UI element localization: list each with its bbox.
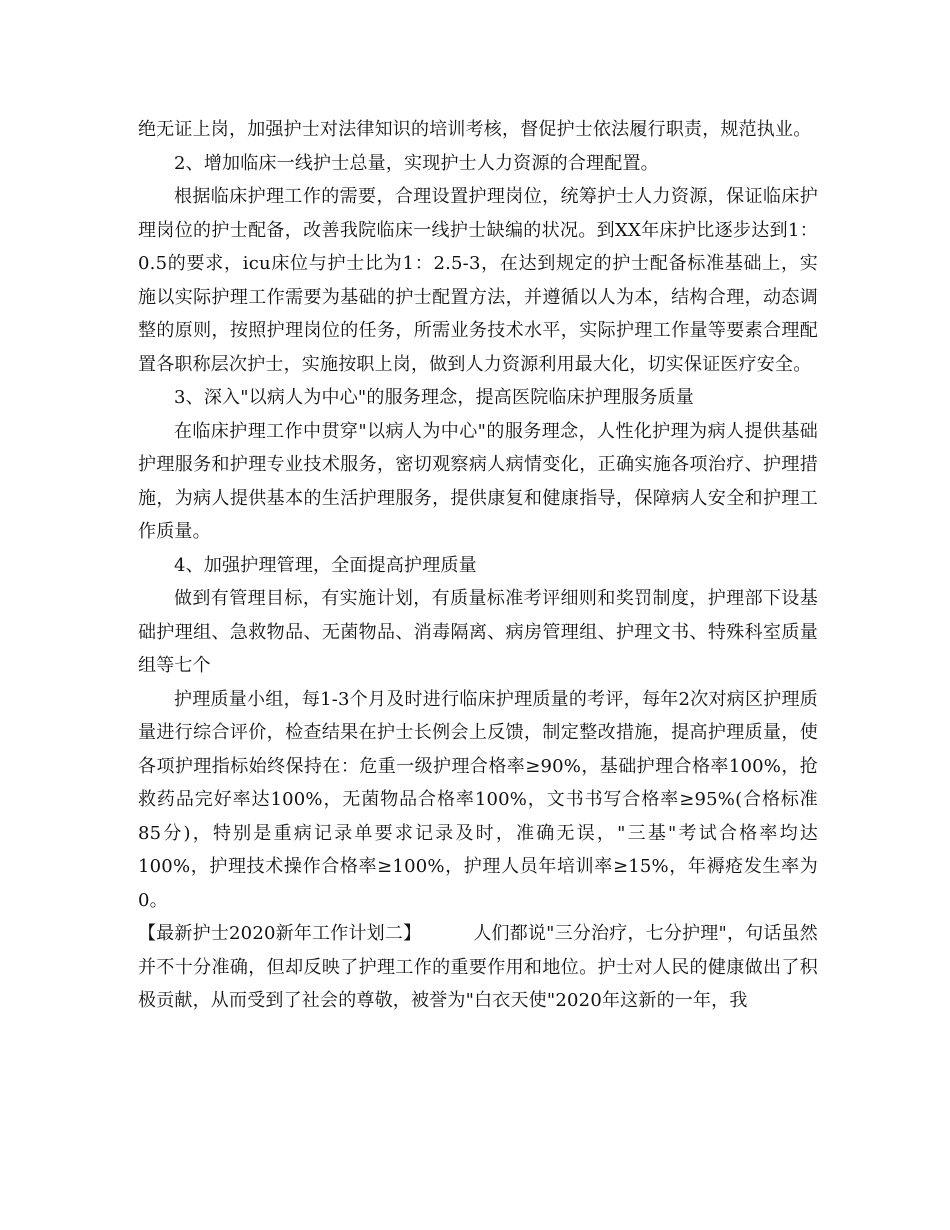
document-body bbox=[138, 113, 818, 1018]
paragraph-staffing: 根据临床护理工作的需要，合理设置护理岗位，统筹护士人力资源，保证临床护理岗位的护士配备，改善我院临床一线护士缺编的状况。到XX年床护比逐步达到1：0.5的要求，icu床位与护士比为1：2.5-3，在达到规定的护士配备标准基础上，实施以实际护理工作需要为基础的护士配置方法，并遵循以人为本，结构合理，动态调整的原则，按照护理岗位的任务，所需业务技术水平，实际护理工作量等要素合理配置各职称层次护士，实施按职上岗，做到人力资源利用最大化，切实保证医疗安全。 bbox=[138, 186, 818, 375]
section-heading-3: 3、深入"以病人为中心"的服务理念，提高医院临床护理服务质量 bbox=[174, 387, 695, 408]
paragraph-quality-indicators: 护理质量小组，每1-3个月及时进行临床护理质量的考评，每年2次对病区护理质量进行综合评价，检查结果在护士长例会上反馈，制定整改措施，提高护理质量，使各项护理指标始终保持在：危重一级护理合格率≥90%，基础护理合格率100%，抢救药品完好率达100%，无菌物品合格率100%，文书书写合格率≥95%(合格标准85分)，特别是重病记录单要求记录及时，准确无误，"三基"考试合格率均达100%，护理技术操作合格率≥100%，护理人员年培训率≥15%，年褥疮发生率为0。 bbox=[138, 688, 818, 911]
paragraph-patient-centered: 在临床护理工作中贯穿"以病人为中心"的服务理念，人性化护理为病人提供基础护理服务和护理专业技术服务，密切观察病人病情变化，正确实施各项治疗、护理措施，为病人提供基本的生活护理服务，提供康复和健康指导，保障病人安全和护理工作质量。 bbox=[138, 420, 818, 542]
section-heading-4: 4、加强护理管理，全面提高护理质量 bbox=[174, 554, 477, 576]
plan-two-intro: 人们都说"三分治疗，七分护理"，句话虽然并不十分准确，但却反映了护理工作的重要作用和地位。护士对人民的健康做出了积极贡献，从而受到了社会的尊敬，被誉为"白衣天使"2020年这新的一年，我 bbox=[138, 923, 818, 1011]
plan-two-title: 【最新护士2020新年工作计划二】 bbox=[138, 923, 422, 944]
paragraph-plan-two bbox=[138, 917, 818, 1018]
paragraph-management-goals: 做到有管理目标，有实施计划，有质量标准考评细则和奖罚制度，护理部下设基础护理组、急救物品、无菌物品、消毒隔离、病房管理组、护理文书、特殊科室质量组等七个 bbox=[138, 588, 818, 676]
section-heading-2: 2、增加临床一线护士总量，实现护士人力资源的合理配置。 bbox=[174, 152, 659, 174]
paragraph-legal-training: 绝无证上岗，加强护士对法律知识的培训考核，督促护士依法履行职责，规范执业。 bbox=[138, 119, 812, 140]
